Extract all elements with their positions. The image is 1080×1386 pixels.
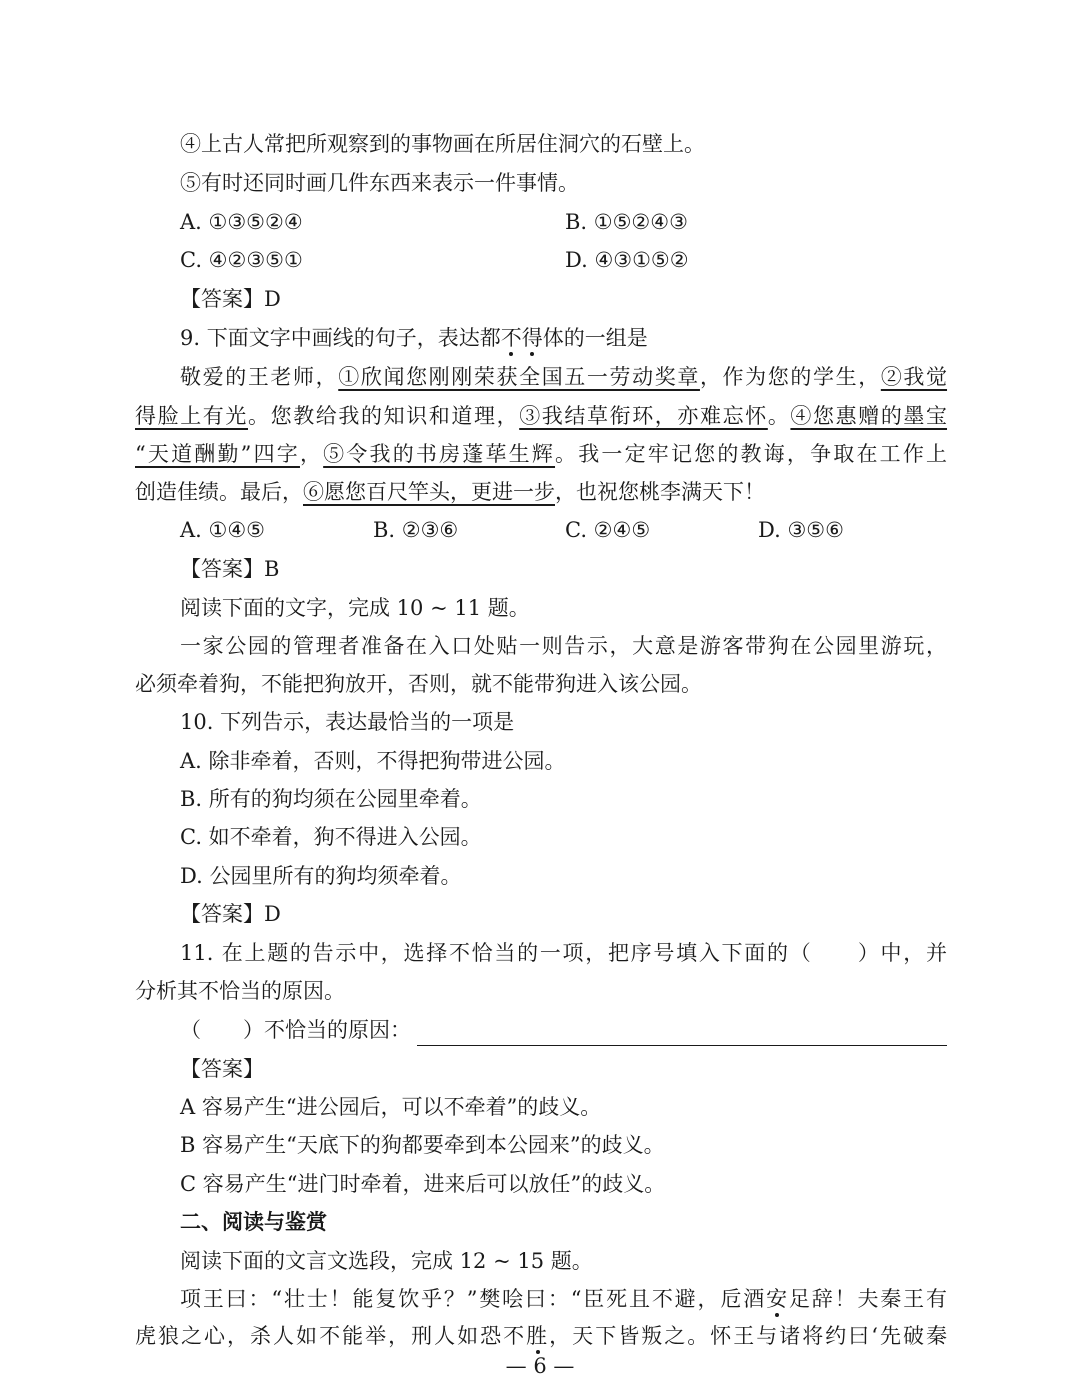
emphasis-char: 安 <box>766 1287 789 1311</box>
question-11: 11. 在上题的告示中，选择不恰当的一项，把序号填入下面的（ ）中，并 <box>180 941 947 965</box>
answer-text: B 容易产生“天底下的狗都要牵到本公园来”的歧义。 <box>180 1133 665 1157</box>
text-line: ⑤有时还同时画几件东西来表示一件事情。 <box>180 171 579 195</box>
passage-line: 敬爱的王老师，①欣闻您刚刚荣获全国五一劳动奖章，作为您的学生，②我觉 <box>180 365 948 389</box>
option-b: B. ①⑤②④③ <box>565 210 688 234</box>
reading-instruction: 阅读下面的文字，完成 10 ~ 11 题。 <box>180 596 530 620</box>
underlined-sentence: ④您惠赠的墨宝 <box>790 404 948 428</box>
classical-text-line: 虎狼之心，杀人如不能举，刑人如恐不胜，天下皆叛之。怀王与诸将约曰‘先破秦 <box>135 1324 947 1348</box>
question-text: 体的一组是 <box>542 326 648 350</box>
answer-label: 【答案】B <box>180 557 280 581</box>
blank-underline <box>417 1023 947 1046</box>
emphasis-char: 得 <box>521 326 543 350</box>
option-a: A. ①③⑤②④ <box>180 210 303 234</box>
question-10: 10. 下列告示，表达最恰当的一项是 <box>180 710 515 734</box>
passage-line: 创造佳绩。最后，⑥愿您百尺竿头，更进一步，也祝您桃李满天下！ <box>135 480 765 504</box>
reading-instruction: 阅读下面的文言文选段，完成 12 ~ 15 题。 <box>180 1249 593 1273</box>
option-a: A. ①④⑤ <box>180 518 265 542</box>
answer-blank-line: （ ）不恰当的原因： <box>180 1014 947 1046</box>
option-a: A. 除非牵着，否则，不得把狗带进公园。 <box>180 749 566 773</box>
question-11-cont: 分析其不恰当的原因。 <box>135 979 345 1003</box>
option-d: D. 公园里所有的狗均须牵着。 <box>180 864 462 888</box>
option-c: C. ④②③⑤① <box>180 248 303 272</box>
emphasis-char: 胜 <box>526 1324 550 1348</box>
passage-line: 得脸上有光。您教给我的知识和道理，③我结草衔环，亦难忘怀。④您惠赠的墨宝 <box>135 404 948 428</box>
underlined-sentence: ⑤令我的书房蓬荜生辉 <box>323 442 556 466</box>
passage-line: 必须牵着狗，不能把狗放开，否则，就不能带狗进入该公园。 <box>135 672 702 696</box>
classical-text-line: 项王曰：“壮士！能复饮乎？”樊哙曰：“臣死且不避，卮酒安足辞！夫秦王有 <box>180 1287 948 1311</box>
question-9 <box>180 322 648 354</box>
option-c: C. ②④⑤ <box>565 518 651 542</box>
question-text: 9. 下面文字中画线的句子，表达都 <box>180 326 501 350</box>
underlined-sentence: ③我结草衔环，亦难忘怀 <box>519 404 768 428</box>
answer-text: C 容易产生“进门时牵着，进来后可以放任”的歧义。 <box>180 1172 666 1196</box>
option-d: D. ④③①⑤② <box>565 248 689 272</box>
underlined-sentence: ⑥愿您百尺竿头，更进一步 <box>303 480 555 504</box>
section-heading: 二、阅读与鉴赏 <box>180 1210 327 1234</box>
underlined-sentence: 得脸上有光 <box>135 404 248 428</box>
answer-label: 【答案】D <box>180 902 281 926</box>
emphasis-char: 不 <box>500 326 522 350</box>
option-b: B. ②③⑥ <box>373 518 459 542</box>
answer-text: A 容易产生“进公园后，可以不牵着”的歧义。 <box>180 1095 602 1119</box>
underlined-sentence: ②我觉 <box>880 365 948 389</box>
option-c: C. 如不牵着，狗不得进入公园。 <box>180 825 482 849</box>
passage-line: 一家公园的管理者准备在入口处贴一则告示，大意是游客带狗在公园里游玩， <box>180 634 947 658</box>
passage-line: “天道酬勤”四字，⑤令我的书房蓬荜生辉。我一定牢记您的教诲，争取在工作上 <box>135 442 948 466</box>
answer-label: 【答案】D <box>180 287 281 311</box>
underlined-sentence: “天道酬勤”四字 <box>135 442 300 466</box>
option-b: B. 所有的狗均须在公园里牵着。 <box>180 787 482 811</box>
option-d: D. ③⑤⑥ <box>758 518 844 542</box>
text-line: ④上古人常把所观察到的事物画在所居住洞穴的石壁上。 <box>180 132 705 156</box>
page-number: — 6 — <box>505 1354 575 1378</box>
underlined-sentence: ①欣闻您刚刚荣获全国五一劳动奖章 <box>338 365 700 389</box>
answer-label: 【答案】 <box>180 1057 264 1081</box>
